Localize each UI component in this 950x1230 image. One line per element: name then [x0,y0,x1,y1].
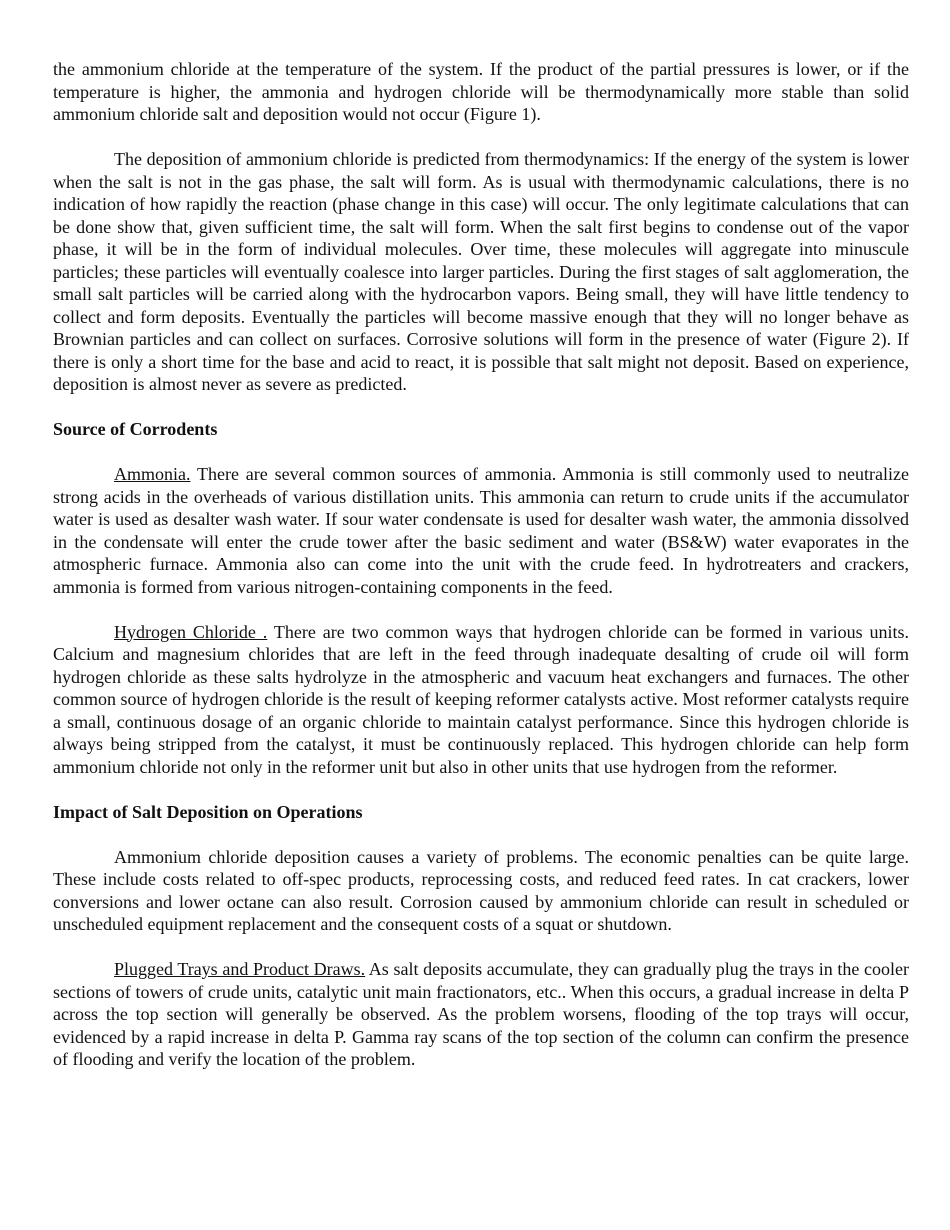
term-ammonia: Ammonia. [114,464,191,484]
paragraph-plugged-trays-text: As salt deposits accumulate, they can gradually plug the trays in the cooler sections of towers of crude units, catalytic unit main fractionators, etc.. When this occurs, a gradual increase in delta P across the top section will generally be observed. As the problem worsens, flooding of the top trays will occur, evidenced by a rapid increase in delta P. Gamma ray scans of the top section of the column can confirm the presence of flooding and verify the location of the problem. [53,959,909,1069]
paragraph-hydrogen-chloride-text: There are two common ways that hydrogen chloride can be formed in various units. Calcium and magnesium chlorides that are left in the feed through inadequate desalting of crude oil will form hydrogen chloride as these salts hydrolyze in the atmospheric and vacuum heat exchangers and furnaces. The other common source of hydrogen chloride is the result of keeping reformer catalysts active. Most reformer catalysts require a small, continuous dosage of an organic chloride to maintain catalyst performance. Since this hydrogen chloride is always being stripped from the catalyst, it must be continuously replaced. This hydrogen chloride can help form ammonium chloride not only in the reformer unit but also in other units that use hydrogen from the reformer. [53,621,909,777]
paragraph-impact: Ammonium chloride deposition causes a variety of problems. The economic penalties can be quite large. These include costs related to off-spec products, reprocessing costs, and reduced feed rates. In cat crackers, lower conversions and lower octane can also result. Corrosion caused by ammonium chloride can result in scheduled or unscheduled equipment replacement and the consequent costs of a squat or shutdown. [53,846,909,934]
paragraph-ammonia-text: There are several common sources of ammonia. Ammonia is still commonly used to neutralize strong acids in the overheads of various distillation units. This ammonia can return to crude units if the accumulator water is used as desalter wash water. If sour water condensate is used for desalter wash water, the ammonia dissolved in the condensate will enter the crude tower after the basic sediment and water (BS&W) water evaporates in the atmospheric furnace. Ammonia also can come into the unit with the crude feed. In hydrotreaters and crackers, ammonia is formed from various nitrogen-containing components in the feed. [53,464,909,597]
paragraph-thermodynamic-stability: the ammonium chloride at the temperature of the system. If the product of the partial pressures is lower, or if the temperature is higher, the ammonia and hydrogen chloride will be thermodynamically more stable than solid ammonium chloride salt and deposition would not occur (Figure 1). [53,59,909,124]
document-page [53,58,909,1071]
paragraph-hydrogen-chloride [53,621,909,779]
term-plugged-trays: Plugged Trays and Product Draws. [114,959,366,979]
heading-impact-of-salt-deposition: Impact of Salt Deposition on Operations [53,801,363,822]
paragraph-deposition-prediction: The deposition of ammonium chloride is predicted from thermodynamics: If the energy of the system is lower when the salt is not in the gas phase, the salt will form. As is usual with thermodynamic calculations, there is no indication of how rapidly the reaction (phase change in this case) will occur. The only legitimate calculations that can be done show that, given sufficient time, the salt will form. When the salt first begins to condense out of the vapor phase, it will be in the form of individual molecules. Over time, these molecules will aggregate into minuscule particles; these particles will eventually coalesce into larger particles. During the first stages of salt agglomeration, the small salt particles will be carried along with the hydrocarbon vapors. Being small, they will have little tendency to collect and form deposits. Eventually the particles will become massive enough that they will no longer behave as Brownian particles and can collect on surfaces. Corrosive solutions will form in the presence of water (Figure 2). If there is only a short time for the base and acid to react, it is possible that salt might not deposit. Based on experience, deposition is almost never as severe as predicted. [53,149,909,394]
paragraph-ammonia [53,463,909,598]
paragraph-plugged-trays [53,958,909,1071]
term-hydrogen-chloride: Hydrogen Chloride . [114,621,268,642]
heading-source-of-corrodents: Source of Corrodents [53,419,218,439]
